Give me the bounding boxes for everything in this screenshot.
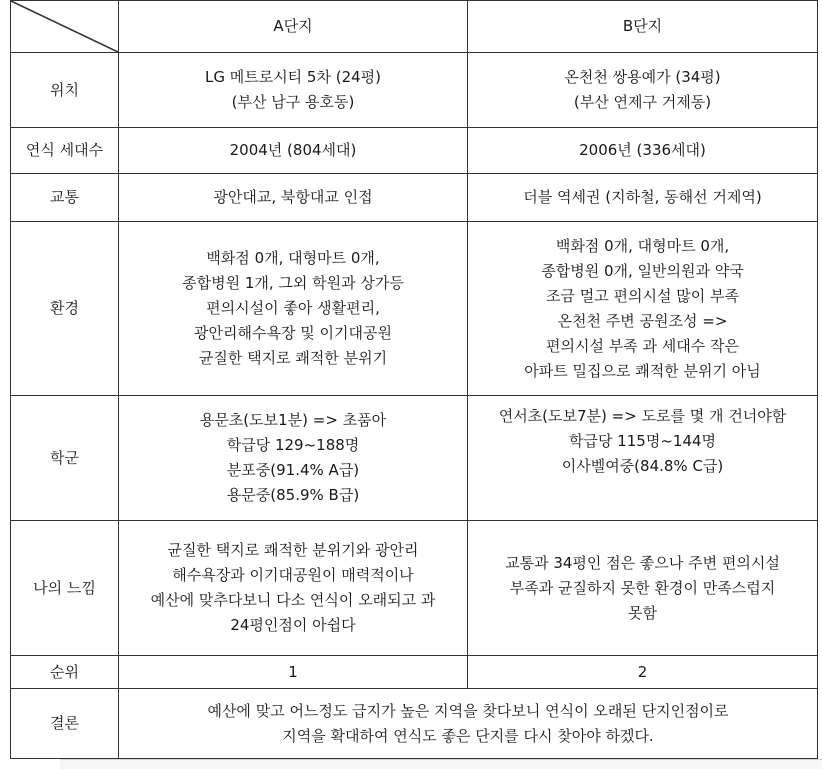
table-row xyxy=(11,174,818,222)
cell-line: 광안대교, 북항대교 인접 xyxy=(213,188,373,206)
cell-line: 균질한 택지로 쾌적한 분위기와 광안리 xyxy=(167,541,419,559)
row-label: 학군 xyxy=(11,396,119,521)
conclusion-cell xyxy=(119,689,818,759)
cell-line: 해수욕장과 이기대공원이 매력적이나 xyxy=(172,566,414,584)
cell-a xyxy=(119,174,468,222)
cell-line: 학급당 129~188명 xyxy=(226,436,360,454)
cell-line: 이사벨여중(84.8% C급) xyxy=(561,457,724,475)
table-row xyxy=(11,521,818,656)
cell-line: 편의시설이 좋아 생활편리, xyxy=(206,299,380,317)
cell-line: 분포중(91.4% A급) xyxy=(226,461,360,479)
cell-b xyxy=(468,174,818,222)
table-row xyxy=(11,222,818,396)
cell-line: 교통과 34평인 점은 좋으나 주변 편의시설 xyxy=(505,553,780,572)
cell-line: 용문초(도보1분) => 초품아 xyxy=(199,411,387,429)
cell-b xyxy=(468,521,818,656)
cell-a xyxy=(119,222,468,396)
cell-b xyxy=(468,128,818,174)
cell-line: 못함 xyxy=(628,603,657,622)
row-label: 순위 xyxy=(11,656,119,689)
cell-line: 예산에 맞추다보니 다소 연식이 오래되고 과 xyxy=(150,591,436,609)
cell-a xyxy=(119,656,468,689)
cell-line: 더블 역세권 (지하철, 동해선 거제역) xyxy=(523,188,762,206)
rank-value: 2 xyxy=(637,662,648,681)
row-label: 결론 xyxy=(11,689,119,759)
diagonal-line xyxy=(11,1,118,52)
header-a: A단지 xyxy=(119,1,468,53)
cell-line: 부족과 균질하지 못한 환경이 만족스럽지 xyxy=(509,578,776,597)
cell-line: 백화점 0개, 대형마트 0개, xyxy=(206,249,380,267)
rank-value: 1 xyxy=(288,662,298,681)
cell-line: 2004년 (804세대) xyxy=(229,141,357,159)
cell-line: LG 메트로시티 5차 (24평) xyxy=(204,68,382,86)
cell-b xyxy=(468,53,818,128)
cell-line: 용문중(85.9% B급) xyxy=(226,486,360,504)
cell-line: 연서초(도보7분) => 도로를 몇 개 건너야함 xyxy=(498,407,787,425)
cell-line: 광안리해수욕장 및 이기대공원 xyxy=(194,324,392,342)
cell-b xyxy=(468,396,818,521)
cell-line: 종합병원 0개, 일반의원과 약국 xyxy=(541,261,744,280)
cell-a xyxy=(119,53,468,128)
cell-b xyxy=(468,222,818,396)
cell-line: 24평인점이 아쉽다 xyxy=(230,616,356,634)
cell-line: 종합병원 1개, 그외 학원과 상가등 xyxy=(182,274,404,292)
table-row xyxy=(11,128,818,174)
table-row xyxy=(11,53,818,128)
table-row xyxy=(11,656,818,689)
cell-line: 지역을 확대하여 연식도 좋은 단지를 다시 찾아야 하겠다. xyxy=(282,726,654,745)
cell-line: (부산 연제구 거제동) xyxy=(573,93,712,111)
cell-line: 아파트 밀집으로 쾌적한 분위기 아님 xyxy=(524,361,761,380)
cell-line: 온천천 주변 공원조성 => xyxy=(557,311,728,330)
cell-a xyxy=(119,521,468,656)
header-row xyxy=(11,1,818,53)
header-b: B단지 xyxy=(468,1,818,53)
cell-line: 학급당 115명~144명 xyxy=(568,432,717,450)
cell-b xyxy=(468,656,818,689)
diagonal-header-cell xyxy=(11,1,119,53)
cell-line: 온천천 쌍용예가 (34평) xyxy=(564,68,721,86)
row-label: 환경 xyxy=(11,222,119,396)
cell-line: 편의시설 부족 과 세대수 작은 xyxy=(546,336,739,355)
cell-a xyxy=(119,128,468,174)
comparison-table xyxy=(10,0,818,759)
row-label: 위치 xyxy=(11,53,119,128)
cell-line: 예산에 맞고 어느정도 급지가 높은 지역을 찾다보니 연식이 오래된 단지인점이로 xyxy=(207,701,729,720)
row-label: 연식 세대수 xyxy=(11,128,119,174)
cell-line: 2006년 (336세대) xyxy=(579,141,706,159)
row-label: 나의 느낌 xyxy=(11,521,119,656)
conclusion-row xyxy=(11,689,818,759)
cell-line: (부산 남구 용호동) xyxy=(231,93,355,111)
cell-line: 백화점 0개, 대형마트 0개, xyxy=(555,236,730,255)
table-row xyxy=(11,396,818,521)
row-label: 교통 xyxy=(11,174,119,222)
cell-a xyxy=(119,396,468,521)
cell-line: 조금 멀고 편의시설 많이 부족 xyxy=(546,286,739,305)
cell-line: 균질한 택지로 쾌적한 분위기 xyxy=(198,349,388,367)
